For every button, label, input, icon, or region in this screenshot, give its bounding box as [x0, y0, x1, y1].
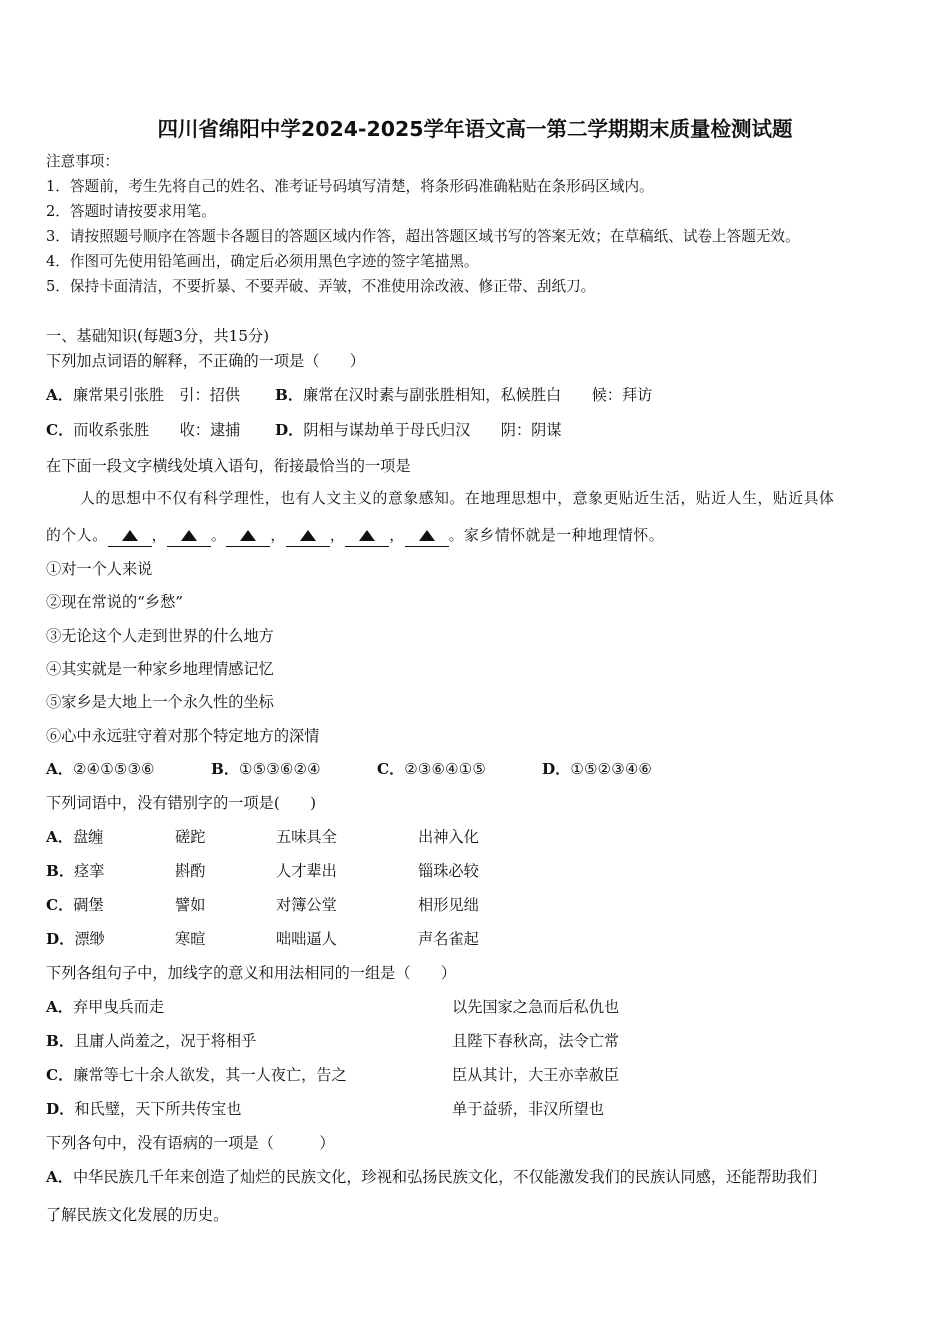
option-label: D．: [46, 1100, 75, 1118]
notice-item: 2．答题时请按要求用笔。: [46, 203, 216, 220]
option-label: A．: [46, 828, 73, 846]
page-title: 四川省绵阳中学2024-2025学年语文高一第二学期期末质量检测试题: [157, 117, 793, 141]
answer-row: [46, 997, 164, 1017]
triangle-icon: [300, 530, 316, 541]
answer-blank: [108, 526, 152, 547]
sentence: 且庸人尚羞之，况于将相乎: [74, 1032, 257, 1050]
option-text: ①⑤②③④⑥: [570, 760, 653, 778]
option-label: D．: [275, 421, 304, 439]
notice-heading: 注意事项：: [46, 153, 119, 170]
option-label: B．: [211, 760, 240, 778]
word: 斟酌: [175, 862, 206, 880]
option-text: 中华民族几千年来创造了灿烂的民族文化，珍视和弘扬民族文化，不仅能激发我们的民族认同感，还能帮助我们: [72, 1168, 818, 1186]
list-item: ②现在常说的“乡愁”: [46, 593, 184, 611]
sentence: 弃甲曳兵而走: [72, 998, 165, 1016]
answer-row: [46, 1031, 256, 1051]
word: 锱珠必较: [418, 862, 479, 880]
sentence: 和氏璧，天下所共传宝也: [74, 1100, 242, 1118]
option-label: C．: [377, 760, 405, 778]
passage-text: 的个人。: [46, 527, 108, 544]
answer-row: [275, 385, 652, 405]
word: 出神入化: [418, 828, 479, 846]
sentence: 臣从其计，大王亦幸赦臣: [452, 1066, 620, 1084]
punctuation: ，: [389, 527, 405, 544]
answer-row: [542, 759, 652, 779]
answer-row: [211, 759, 321, 779]
option-label: C．: [46, 421, 74, 439]
word: 漂缈: [74, 930, 105, 948]
option-label: C．: [46, 896, 74, 914]
option-text: ②④①⑤③⑥: [72, 760, 155, 778]
option-text: ①⑤③⑥②④: [239, 760, 321, 778]
answer-blank: [405, 526, 449, 547]
option-label: B．: [275, 386, 304, 404]
question-stem: 下列加点词语的解释，不正确的一项是（ ）: [46, 352, 365, 370]
answer-row: [46, 895, 104, 915]
word: 寒暄: [175, 930, 206, 948]
notice-item: 1．答题前，考生先将自己的姓名、准考证号码填写清楚，将条形码准确粘贴在条形码区域内。: [46, 178, 654, 195]
word: 磋跎: [175, 828, 206, 846]
question-stem: 下列词语中，没有错别字的一项是( ): [46, 794, 317, 812]
answer-blank: [286, 526, 330, 547]
passage-line: [46, 526, 664, 547]
triangle-icon: [122, 530, 138, 541]
answer-blank: [167, 526, 211, 547]
section-heading: 一、基础知识(每题3分，共15分): [46, 327, 270, 345]
punctuation: ，: [151, 527, 167, 544]
answer-row: [46, 1099, 241, 1119]
question-stem: 在下面一段文字横线处填入语句，衔接最恰当的一项是: [46, 457, 411, 475]
triangle-icon: [240, 530, 256, 541]
list-item: ④其实就是一种家乡地理情感记忆: [46, 660, 274, 678]
option-label: A．: [46, 998, 73, 1016]
word: 相形见绌: [418, 896, 479, 914]
option-text: 廉常在汉时素与副张胜相知，私候胜白 候：拜访: [303, 386, 653, 404]
option-label: A．: [46, 1168, 73, 1186]
word: 碉堡: [73, 896, 104, 914]
option-text: 阴相与谋劫单于母氏归汉 阴：阴谋: [303, 421, 562, 439]
triangle-icon: [419, 530, 435, 541]
list-item: ⑤家乡是大地上一个永久性的坐标: [46, 693, 274, 711]
answer-row: [46, 929, 105, 949]
answer-blank: [226, 526, 270, 547]
option-text: 廉常果引张胜 引：招供: [72, 386, 241, 404]
punctuation: ，: [329, 527, 346, 544]
word: 痉挛: [74, 862, 105, 880]
option-text: ②③⑥④①⑤: [404, 760, 486, 778]
answer-row: [46, 861, 104, 881]
word: 人才辈出: [276, 862, 337, 880]
notice-item: 3．请按照题号顺序在答题卡各题目的答题区域内作答，超出答题区域书写的答案无效；在草稿纸、试卷上答题无效。: [46, 228, 800, 245]
list-item: ⑥心中永远驻守着对那个特定地方的深情: [46, 727, 320, 745]
answer-row: [377, 759, 486, 779]
triangle-icon: [181, 530, 197, 541]
list-item: ①对一个人来说: [46, 560, 153, 578]
notice-item: 4．作图可先使用铅笔画出，确定后必须用黑色字迹的签字笔描黑。: [46, 253, 479, 270]
passage-text: 。家乡情怀就是一种地理情怀。: [448, 527, 665, 544]
word: 盘缠: [72, 828, 104, 846]
option-text: 了解民族文化发展的历史。: [46, 1206, 229, 1224]
answer-row: [46, 1065, 347, 1085]
option-label: D．: [46, 930, 75, 948]
word: 对簿公堂: [276, 896, 337, 914]
question-stem: 下列各组句子中，加线字的意义和用法相同的一组是（ ）: [46, 964, 457, 982]
answer-row: [275, 420, 562, 440]
word: 声名雀起: [418, 930, 479, 948]
option-label: C．: [46, 1066, 74, 1084]
word: 譬如: [175, 896, 206, 914]
notice-item: 5．保持卡面清洁，不要折暴、不要弄破、弄皱，不准使用涂改液、修正带、刮纸刀。: [46, 278, 596, 295]
word: 咄咄逼人: [276, 930, 337, 948]
option-label: A．: [46, 386, 73, 404]
option-label: B．: [46, 862, 75, 880]
option-label: B．: [46, 1032, 75, 1050]
word: 五味具全: [276, 828, 337, 846]
sentence: 单于益骄，非汉所望也: [452, 1100, 604, 1118]
sentence: 以先国家之急而后私仇也: [452, 998, 620, 1016]
answer-row: [46, 420, 240, 440]
sentence: 廉常等七十余人欲发，其一人夜亡，告之: [73, 1066, 347, 1084]
triangle-icon: [359, 530, 375, 541]
sentence: 且陛下春秋高，法令亡常: [452, 1032, 620, 1050]
answer-row: [46, 1167, 817, 1187]
passage-line: 人的思想中不仅有科学理性，也有人文主义的意象感知。在地理思想中，意象更贴近生活，贴近人生，贴近具体: [80, 490, 835, 507]
punctuation: ，: [270, 527, 286, 544]
answer-row: [46, 759, 155, 779]
answer-blank: [345, 526, 389, 547]
answer-row: [46, 827, 103, 847]
question-stem: 下列各句中，没有语病的一项是（ ）: [46, 1134, 335, 1152]
answer-row: [46, 385, 240, 405]
option-label: A．: [46, 760, 73, 778]
option-label: D．: [542, 760, 571, 778]
option-text: 而收系张胜 收：逮捕: [73, 421, 241, 439]
list-item: ③无论这个人走到世界的什么地方: [46, 627, 274, 645]
punctuation: 。: [211, 527, 227, 544]
